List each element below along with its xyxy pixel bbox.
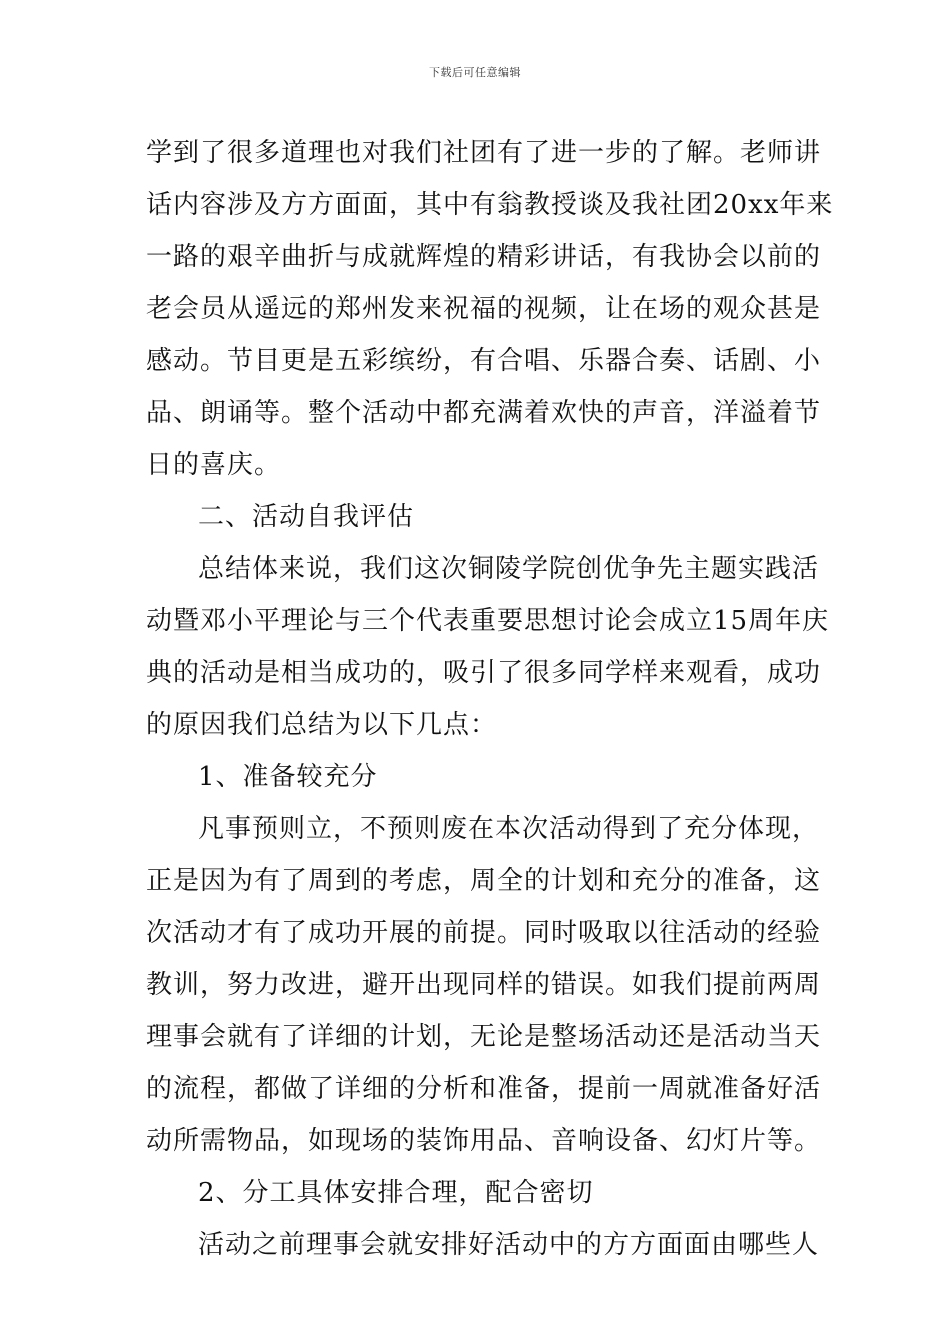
text-line: 2、分工具体安排合理，配合密切 — [198, 1178, 594, 1208]
text-line: 品、朗诵等。整个活动中都充满着欢快的声音，洋溢着节 — [146, 398, 822, 428]
text-line: 的流程，都做了详细的分析和准备，提前一周就准备好活 — [146, 1074, 822, 1104]
page-header: 下载后可任意编辑 — [429, 66, 521, 79]
text-line: 教训，努力改进，避开出现同样的错误。如我们提前两周 — [146, 970, 822, 1000]
text-line: 典的活动是相当成功的，吸引了很多同学样来观看，成功 — [146, 658, 822, 688]
text-line: 感动。节目更是五彩缤纷，有合唱、乐器合奏、话剧、小 — [146, 346, 822, 376]
text-line: 话内容涉及方方面面，其中有翁教授谈及我社团20xx年来 — [146, 190, 834, 220]
text-line: 正是因为有了周到的考虑，周全的计划和充分的准备，这 — [146, 866, 822, 896]
text-line: 一路的艰辛曲折与成就辉煌的精彩讲话，有我协会以前的 — [146, 242, 822, 272]
text-line: 次活动才有了成功开展的前提。同时吸取以往活动的经验 — [146, 918, 822, 948]
text-line: 活动之前理事会就安排好活动中的方方面面由哪些人 — [198, 1230, 820, 1260]
text-line: 1、准备较充分 — [198, 762, 378, 792]
text-line: 理事会就有了详细的计划，无论是整场活动还是活动当天 — [146, 1022, 822, 1052]
text-line: 动暨邓小平理论与三个代表重要思想讨论会成立15周年庆 — [146, 606, 830, 636]
text-line: 二、活动自我评估 — [198, 502, 415, 532]
text-line: 日的喜庆。 — [146, 450, 282, 480]
text-line: 的原因我们总结为以下几点： — [146, 710, 498, 740]
text-line: 凡事预则立，不预则废在本次活动得到了充分体现， — [198, 814, 820, 844]
text-line: 老会员从遥远的郑州发来祝福的视频，让在场的观众甚是 — [146, 294, 822, 324]
text-line: 动所需物品，如现场的装饰用品、音响设备、幻灯片等。 — [146, 1126, 822, 1156]
document-body — [146, 127, 834, 1271]
text-line: 总结体来说，我们这次铜陵学院创优争先主题实践活 — [198, 554, 820, 584]
text-line: 学到了很多道理也对我们社团有了进一步的了解。老师讲 — [146, 138, 822, 168]
